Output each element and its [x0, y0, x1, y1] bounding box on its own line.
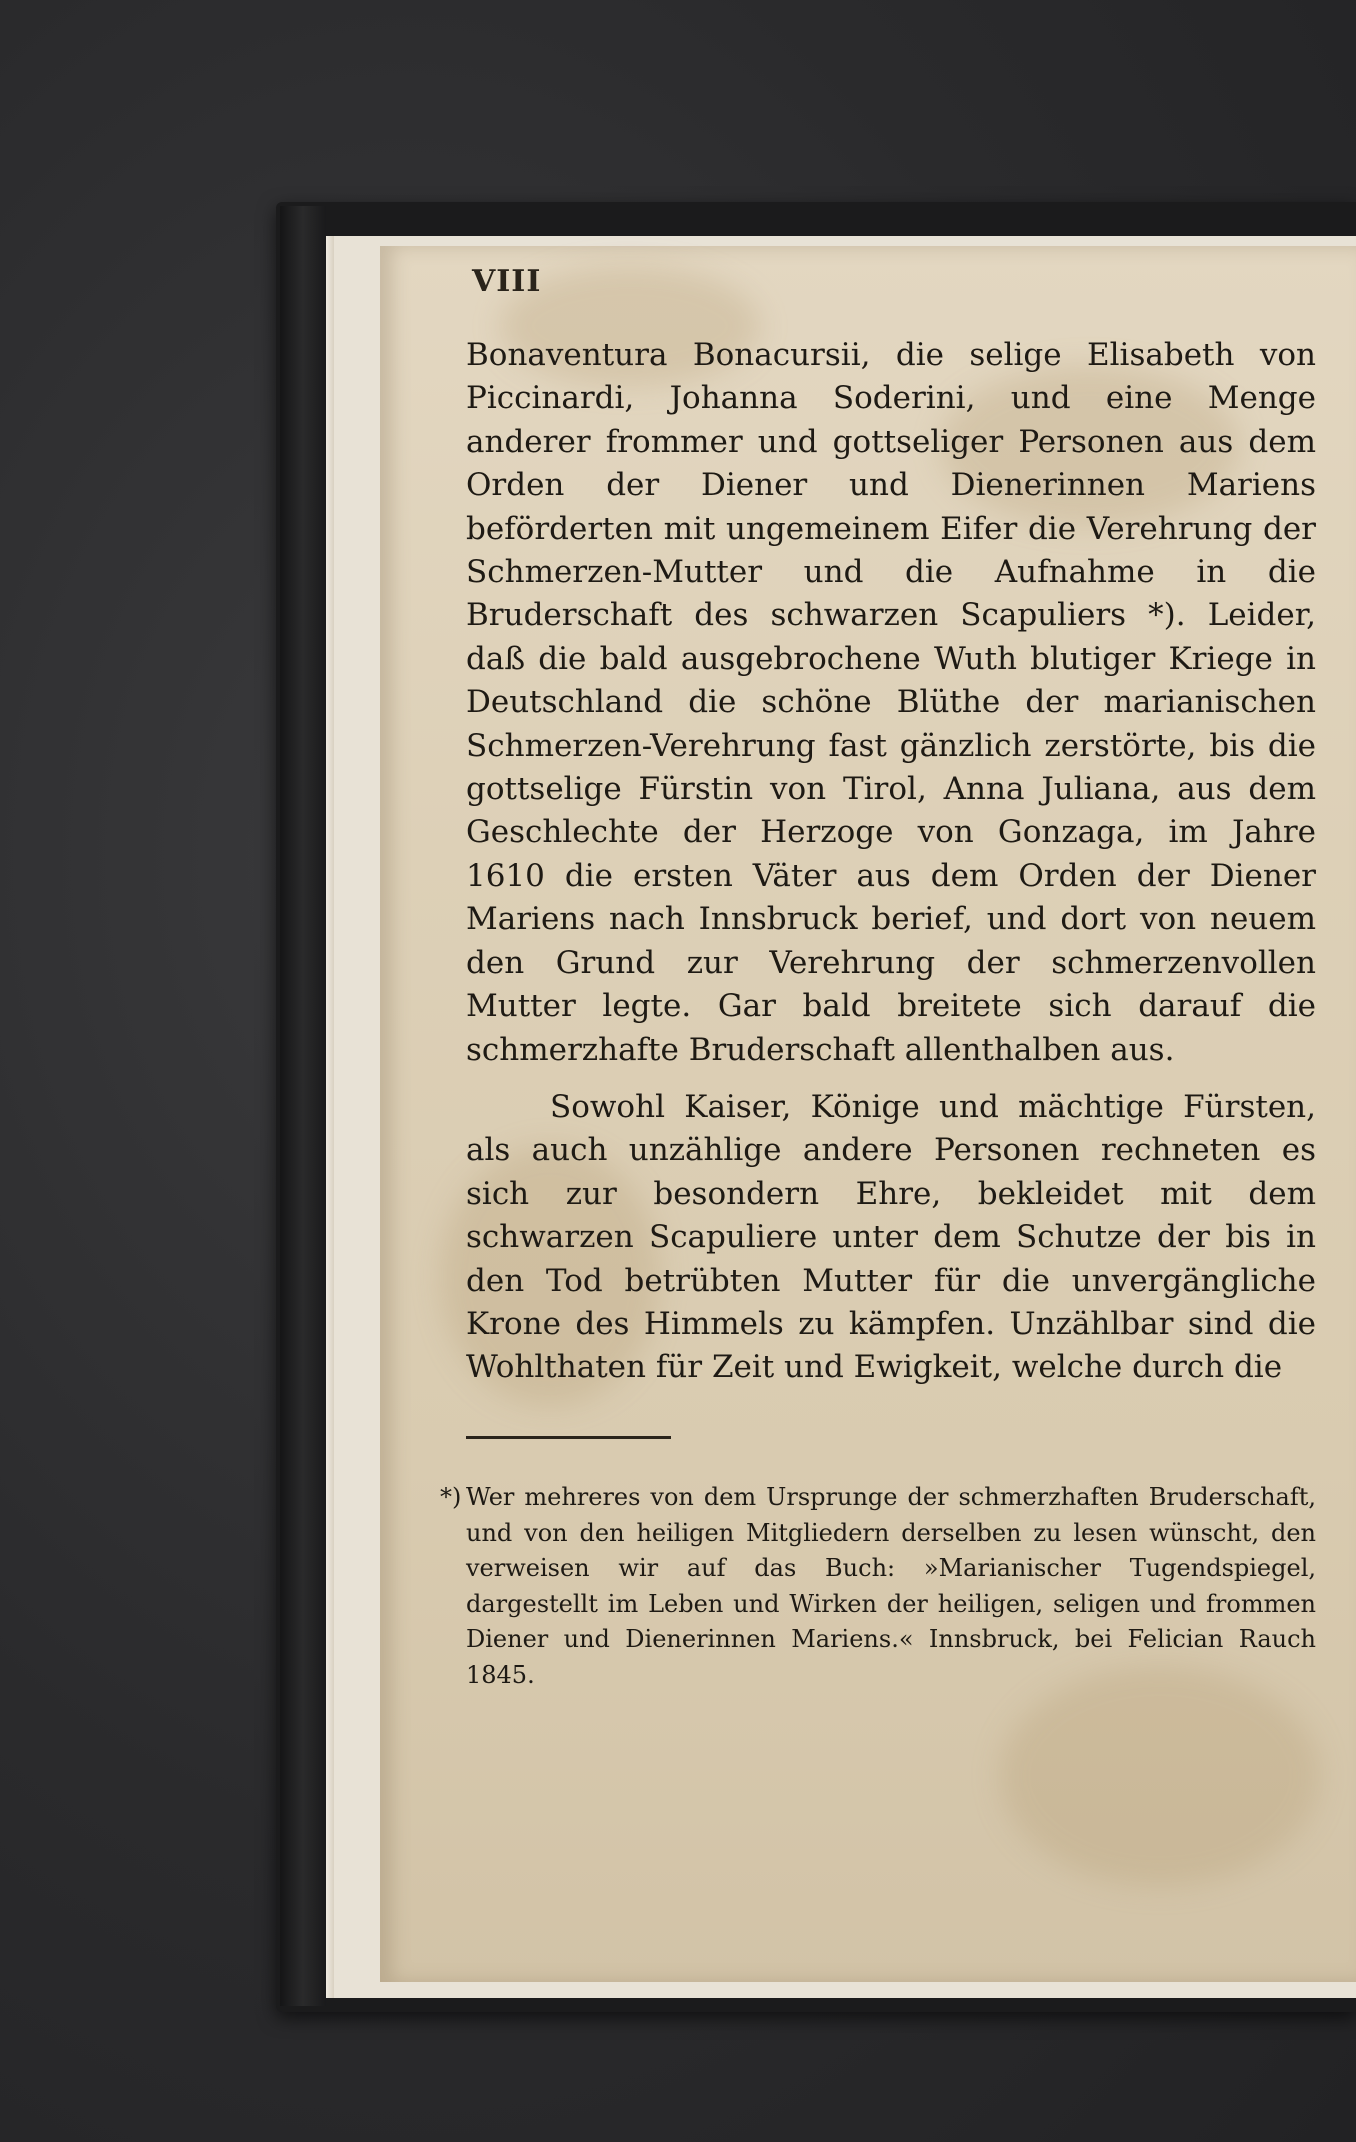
paragraph: Sowohl Kaiser, Könige und mächtige Fürsten, als auch unzählige andere Personen rechneten es sich zur besondern Ehre, bekleidet mit dem schwarzen Scapuliere unter dem Schutze der bis in den Tod betrübten Mutter für die unvergängliche Krone des Himmels zu kämpfen. Unzählbar sind die Wohlthaten für Zeit und Ewigkeit, welche durch die	[466, 1088, 1316, 1386]
footnote	[440, 1480, 1316, 1693]
page-stack-edge	[326, 236, 334, 1998]
paragraph: Bonaventura Bonacursii, die selige Elisabeth von Piccinardi, Johanna Soderini, und eine Menge anderer frommer und gottseliger Personen aus dem Orden der Diener und Dienerinnen Mariens beförderten mit ungemeinem Eifer die Verehrung der Schmerzen-Mutter und die Aufnahme in die Bruderschaft des schwarzen Scapuliers *). Leider, daß die bald ausgebrochene Wuth blutiger Kriege in Deutschland die schöne Blüthe der marianischen Schmerzen-Verehrung fast gänzlich zerstörte, bis die gottselige Fürstin von Tirol, Anna Juliana, aus dem Geschlechte der Herzoge von Gonzaga, im Jahre 1610 die ersten Väter aus dem Orden der Diener Mariens nach Innsbruck berief, und dort von neuem den Grund zur Verehrung der schmerzenvollen Mutter legte. Gar bald breitete sich darauf die schmerzhafte Bruderschaft allenthalben aus.	[466, 337, 1316, 1068]
book-page	[380, 246, 1356, 1982]
footnote-text: Wer mehreres von dem Ursprunge der schmerzhaften Bruderschaft, und von den heiligen Mitgliedern derselben zu lesen wünscht, den verweisen wir auf das Buch: »Marianischer Tugendspiegel, dargestellt im Leben und Wirken der heiligen, seligen und frommen Diener und Dienerinnen Mariens.« Innsbruck, bei Felician Rauch 1845.	[466, 1483, 1316, 1689]
book-spine-edge	[280, 206, 326, 2006]
page-number: VIII	[472, 264, 542, 299]
body-text	[466, 334, 1316, 1390]
footnote-marker: *)	[440, 1483, 462, 1511]
paper-stain	[1000, 1666, 1320, 1886]
footnote-divider	[466, 1436, 671, 1439]
